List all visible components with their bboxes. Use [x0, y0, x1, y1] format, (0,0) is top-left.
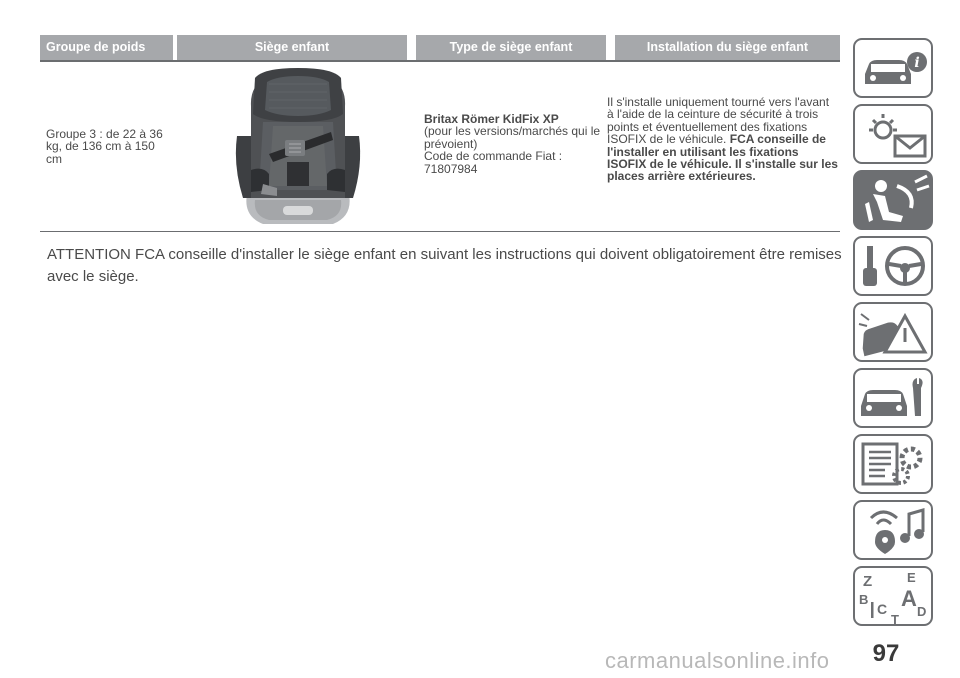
seat-model-note: (pour les versions/marchés qui le prévoient)	[424, 124, 601, 151]
header-child-seat: Siège enfant	[177, 35, 407, 60]
car-info-icon	[855, 40, 931, 96]
svg-text:C: C	[877, 601, 888, 617]
technical-data-icon	[855, 436, 931, 492]
installation-recommendation: FCA conseille de l'installer en utilisant les fixations ISOFIX de le véhicule. Il s'installe sur les places arrière extérieures.	[607, 132, 838, 184]
weight-group-cell: Groupe 3 : de 22 à 36 kg, de 136 cm à 150 cm	[46, 127, 163, 166]
warning-lights-icon	[855, 106, 931, 162]
order-code: 71807984	[424, 161, 478, 176]
header-installation: Installation du siège enfant	[615, 35, 840, 60]
table-header	[40, 35, 840, 60]
sidebar-tab-emergency[interactable]	[853, 302, 933, 362]
svg-text:Z: Z	[863, 573, 873, 590]
sidebar-tab-technical-data[interactable]	[853, 434, 933, 494]
seat-airbag-icon	[855, 172, 931, 228]
svg-text:A: A	[901, 586, 917, 611]
table-top-rule	[40, 60, 840, 62]
sidebar-tab-index[interactable]	[853, 566, 933, 626]
sidebar-tab-start-drive[interactable]	[853, 236, 933, 296]
sidebar-tab-warning-lights[interactable]	[853, 104, 933, 164]
header-seat-type: Type de siège enfant	[416, 35, 606, 60]
order-code-label: Code de commande Fiat :	[424, 149, 563, 164]
table-bottom-rule	[40, 231, 840, 232]
watermark-text: carmanualsonline.info	[605, 648, 830, 673]
svg-text:B: B	[859, 592, 869, 607]
sidebar-tab-multimedia[interactable]	[853, 500, 933, 560]
sidebar-tab-maintenance[interactable]	[853, 368, 933, 428]
child-seat-image	[233, 66, 363, 228]
svg-text:D: D	[917, 604, 927, 619]
start-drive-icon	[855, 238, 931, 294]
sidebar-tab-seat-airbag[interactable]	[853, 170, 933, 230]
svg-text:E: E	[907, 570, 916, 585]
header-weight-group: Groupe de poids	[40, 35, 173, 60]
installation-cell	[607, 96, 839, 183]
attention-note: ATTENTION FCA conseille d'installer le siège enfant en suivant les instructions qui doivent obligatoirement être remises avec le siège.	[47, 246, 842, 285]
seat-model-name: Britax Römer KidFix XP	[424, 112, 559, 126]
svg-text:i: i	[914, 55, 920, 71]
svg-text:T: T	[891, 612, 899, 624]
emergency-icon	[855, 304, 931, 360]
sidebar-tab-car-info[interactable]	[853, 38, 933, 98]
maintenance-icon	[855, 370, 931, 426]
multimedia-icon	[855, 502, 931, 558]
index-icon	[855, 568, 931, 624]
page-number: 97	[872, 640, 900, 667]
seat-type-cell	[424, 113, 606, 175]
installation-text: Il s'installe uniquement tourné vers l'avant à l'aide de la ceinture de sécurité à trois points et éventuellement des fixations ISOFIX de le véhicule.	[607, 95, 830, 147]
